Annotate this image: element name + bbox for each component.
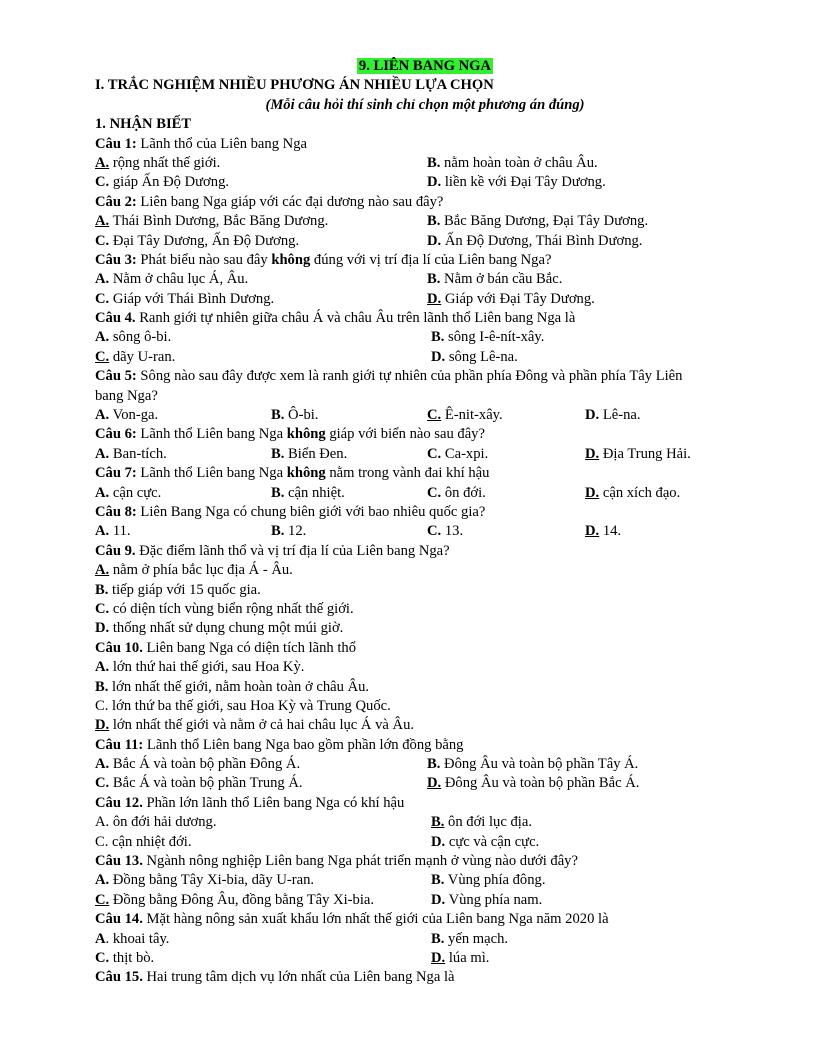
option-b: B. sông I-ê-nít-xây. [431,329,545,346]
option-c: C. dãy U-ran. [95,348,176,365]
option-b: B. ôn đới lục địa. [431,814,532,831]
option-d: D. liền kề với Đại Tây Dương. [427,174,606,191]
option-b: B. tiếp giáp với 15 quốc gia. [95,581,261,598]
option-c: C. thịt bò. [95,949,155,966]
options-row [95,930,755,949]
option-c: C. cận nhiệt đới. [95,833,192,850]
option-c: C. Ê-nit-xây. [427,407,503,424]
option-a: A. sông ô-bi. [95,329,172,346]
options-row [95,348,755,367]
option-a: A. Ban-tích. [95,445,167,462]
option-a: A. rộng nhất thế giới. [95,154,221,171]
question-5: Câu 5: Sông nào sau đây được xem là ranh giới tự nhiên của phần phía Đông và phần phía Tây Liên [95,368,683,385]
option-a: A. Von-ga. [95,407,159,424]
option-d: D. Địa Trung Hải. [585,445,691,462]
option-b: B. Bắc Băng Dương, Đại Tây Dương. [427,213,649,230]
option-b: B. nằm hoàn toàn ở châu Âu. [427,154,598,171]
option-a: A. cận cực. [95,484,162,501]
options-row [95,406,755,425]
question-6: Câu 6: Lãnh thổ Liên bang Nga không giáp với biển nào sau đây? [95,426,485,443]
options-row [95,328,755,347]
option-c: C. có diện tích vùng biển rộng nhất thế giới. [95,600,354,617]
option-c: C. Đại Tây Dương, Ấn Độ Dương. [95,232,300,249]
option-d: D. Giáp với Đại Tây Dương. [427,290,595,307]
option-c: C. lớn thứ ba thế giới, sau Hoa Kỳ và Trung Quốc. [95,697,391,714]
options-row [95,774,755,793]
options-row [95,755,755,774]
options-row [95,270,755,289]
option-d: D. Ấn Độ Dương, Thái Bình Dương. [427,232,643,249]
option-d: D. Đông Âu và toàn bộ phần Bắc Á. [427,775,640,792]
document-title: 9. LIÊN BANG NGA [358,58,492,74]
question-11: Câu 11: Lãnh thổ Liên bang Nga bao gồm phần lớn đồng bằng [95,736,464,753]
option-d: D. Vùng phía nam. [431,891,543,908]
options-row [95,290,755,309]
instruction-text: (Mỗi câu hỏi thí sinh chỉ chọn một phương án đúng) [265,96,585,113]
question-9: Câu 9. Đặc điểm lãnh thổ và vị trí địa lí của Liên bang Nga? [95,542,450,559]
option-d: D. lớn nhất thế giới và nằm ở cả hai châu lục Á và Âu. [95,717,415,734]
option-c: C. Bắc Á và toàn bộ phần Trung Á. [95,775,303,792]
option-b: B. 12. [271,523,307,540]
option-a: A. Bắc Á và toàn bộ phần Đông Á. [95,756,301,773]
options-row [95,212,755,231]
option-d: D. thống nhất sử dụng chung một múi giờ. [95,620,344,637]
question-13: Câu 13. Ngành nông nghiệp Liên bang Nga phát triển mạnh ở vùng nào dưới đây? [95,853,578,870]
question-7: Câu 7: Lãnh thổ Liên bang Nga không nằm trong vành đai khí hậu [95,465,490,482]
question-14: Câu 14. Mặt hàng nông sản xuất khẩu lớn nhất thế giới của Liên bang Nga năm 2020 là [95,911,609,928]
option-d: D. cận xích đạo. [585,484,681,501]
option-b: B. lớn nhất thế giới, nằm hoàn toàn ở châu Âu. [95,678,370,695]
option-c: C. Giáp với Thái Bình Dương. [95,290,275,307]
question-1: Câu 1: Lãnh thổ của Liên bang Nga [95,135,307,152]
options-row [95,949,755,968]
option-a: A. lớn thứ hai thế giới, sau Hoa Kỳ. [95,659,305,676]
option-d: D. lúa mì. [431,949,490,966]
options-row [95,484,755,503]
options-row [95,891,755,910]
option-a: A. nằm ở phía bắc lục địa Á - Âu. [95,562,293,579]
options-row [95,173,755,192]
option-d: D. cực và cận cực. [431,833,540,850]
options-row [95,232,755,251]
option-a: A. ôn đới hải dương. [95,814,217,831]
options-row [95,833,755,852]
option-b: B. Nằm ở bán cầu Bắc. [427,271,563,288]
question-12: Câu 12. Phần lớn lãnh thổ Liên bang Nga có khí hậu [95,794,405,811]
option-c: C. ôn đới. [427,484,486,501]
option-b: B. Biển Đen. [271,445,348,462]
options-row [95,813,755,832]
option-d: D. sông Lê-na. [431,348,518,365]
option-c: C. 13. [427,523,464,540]
question-15: Câu 15. Hai trung tâm dịch vụ lớn nhất của Liên bang Nga là [95,969,455,986]
option-a: A. khoai tây. [95,930,170,947]
option-c: C. Đồng bằng Đông Âu, đồng bằng Tây Xi-bia. [95,891,375,908]
option-c: C. giáp Ấn Độ Dương. [95,174,230,191]
options-row [95,522,755,541]
option-b: B. Vùng phía đông. [431,872,546,889]
question-4: Câu 4. Ranh giới tự nhiên giữa châu Á và châu Âu trên lãnh thổ Liên bang Nga là [95,310,576,327]
options-row [95,445,755,464]
option-d: D. 14. [585,523,622,540]
option-b: B. cận nhiệt. [271,484,345,501]
question-10: Câu 10. Liên bang Nga có diện tích lãnh thổ [95,639,357,656]
option-b: B. Ô-bi. [271,407,319,424]
question-2: Câu 2: Liên bang Nga giáp với các đại dương nào sau đây? [95,193,444,210]
question-3: Câu 3: Phát biểu nào sau đây không đúng với vị trí địa lí của Liên bang Nga? [95,251,552,268]
document-page [95,57,755,988]
section-heading: I. TRẮC NGHIỆM NHIỀU PHƯƠNG ÁN NHIỀU LỰA CHỌN [95,77,494,94]
level-heading: 1. NHẬN BIẾT [95,116,192,133]
option-a: A. Đồng bằng Tây Xi-bia, dãy U-ran. [95,872,315,889]
option-a: A. Thái Bình Dương, Bắc Băng Dương. [95,213,329,230]
question-8: Câu 8: Liên Bang Nga có chung biên giới với bao nhiêu quốc gia? [95,503,486,520]
options-row [95,154,755,173]
option-a: A. Nằm ở châu lục Á, Âu. [95,271,249,288]
question-5-continued: bang Nga? [95,387,158,404]
option-a: A. 11. [95,523,131,540]
option-b: B. yến mạch. [431,930,509,947]
option-d: D. Lê-na. [585,407,641,424]
option-c: C. Ca-xpi. [427,445,489,462]
option-b: B. Đông Âu và toàn bộ phần Tây Á. [427,756,639,773]
options-row [95,871,755,890]
